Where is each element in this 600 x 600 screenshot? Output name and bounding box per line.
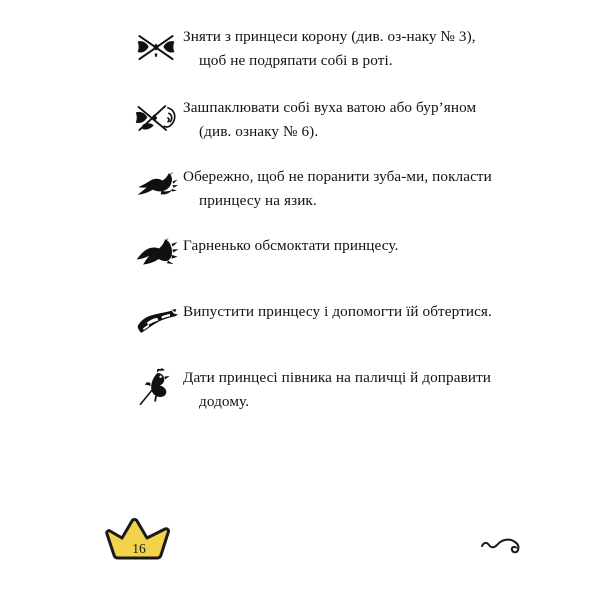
dragon-head-open-mouth-icon — [133, 163, 179, 209]
list-item — [133, 95, 503, 144]
dragon-head-closed-mouth-icon — [133, 231, 179, 277]
list-item — [133, 24, 503, 73]
list-item — [133, 299, 503, 343]
list-item — [133, 233, 503, 277]
list-item-body — [183, 365, 503, 414]
list-item-body — [183, 24, 503, 73]
decorative-flourish-icon — [479, 531, 533, 559]
rooster-lollipop-icon — [133, 362, 179, 408]
list-item-text: Випустити принцесу і допомогти їй обтертися. — [183, 303, 492, 321]
crossed-axes-icon — [133, 25, 179, 71]
crossed-axes-ear-icon — [133, 95, 179, 141]
crown-icon — [101, 514, 177, 566]
towel-cloth-icon — [133, 297, 179, 343]
list-item-text: Обережно, щоб не поранити зуба-ми, покласти принцесу на язик. — [183, 168, 492, 210]
list-item-body — [183, 299, 503, 324]
list-item-body — [183, 95, 503, 144]
list-item — [133, 164, 503, 213]
list-item-text: Зашпаклювати собі вуха ватою або бур’яном (див. ознаку № 6). — [183, 99, 477, 141]
list-item — [133, 365, 503, 414]
list-item-text: Дати принцесі півника на паличці й доправити додому. — [183, 369, 492, 411]
list-item-body — [183, 164, 503, 213]
list-item-text: Гарненько обсмоктати принцесу. — [183, 237, 399, 255]
list-item-body — [183, 233, 503, 258]
instruction-list — [133, 24, 503, 414]
list-item-text: Зняти з принцеси корону (див. оз-наку № 3), щоб не подряпати собі в роті. — [183, 28, 476, 70]
page-number: 16 — [132, 541, 146, 556]
